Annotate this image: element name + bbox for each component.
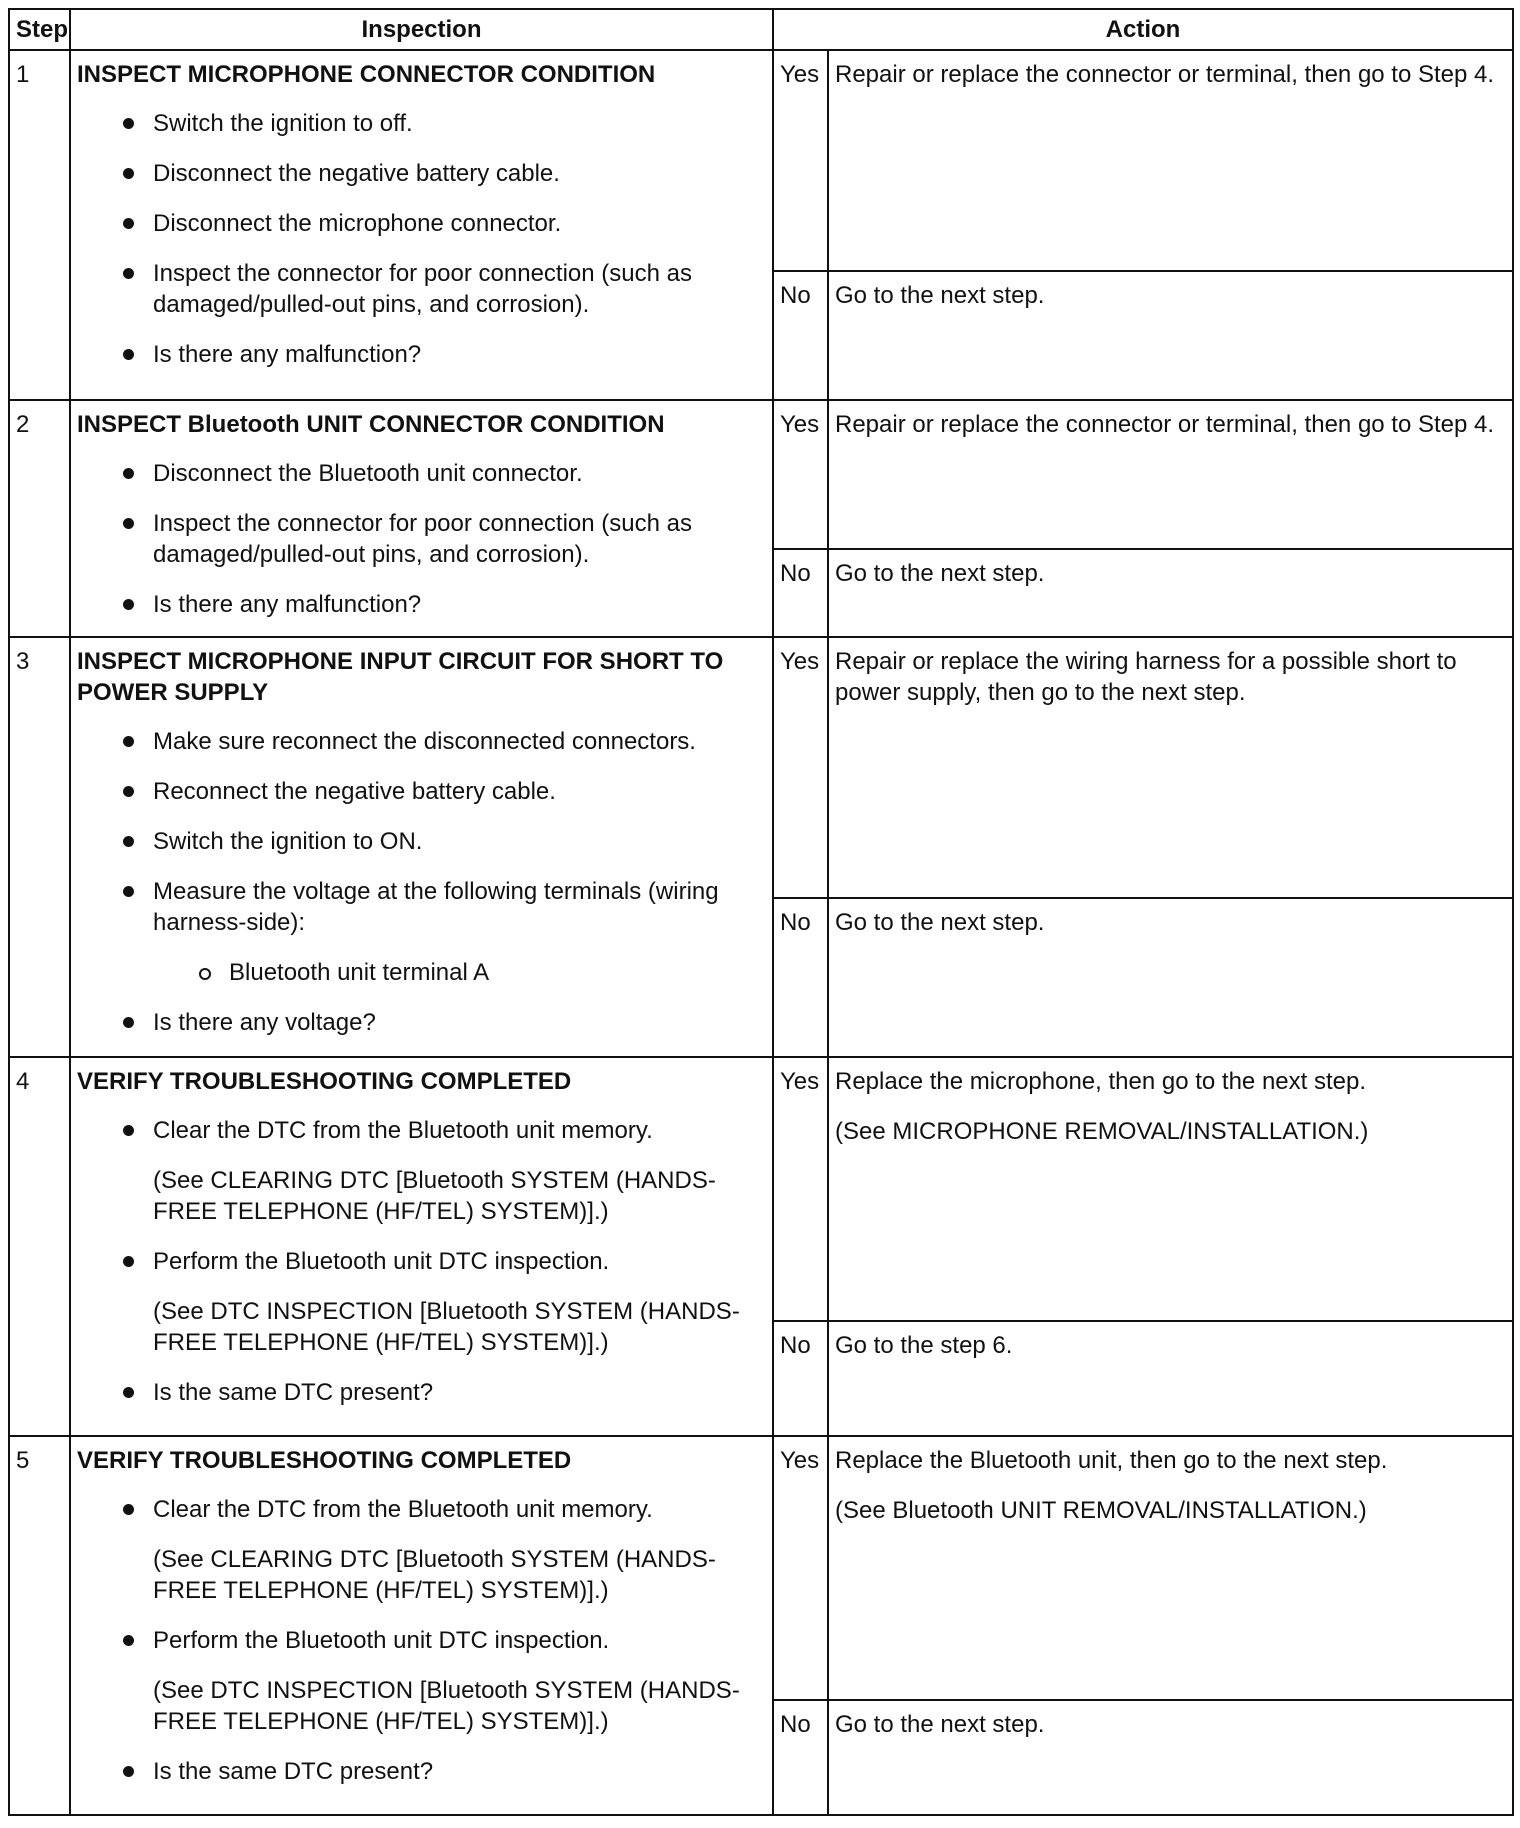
inspection-bullet: Switch the ignition to off.: [77, 108, 766, 139]
step-title: VERIFY TROUBLESHOOTING COMPLETED: [77, 1447, 572, 1474]
inspection-bullet: Reconnect the negative battery cable.: [77, 776, 766, 807]
step-number: 5: [9, 1436, 70, 1815]
step-title: VERIFY TROUBLESHOOTING COMPLETED: [77, 1068, 572, 1095]
step-5-inspection: [70, 1436, 773, 1815]
yes-action: [828, 50, 1513, 271]
action-text: Go to the next step.: [835, 282, 1045, 309]
inspection-bullet: Inspect the connector for poor connection (such as damaged/pulled-out pins, and corrosion).: [77, 258, 766, 320]
inspection-bullet: Clear the DTC from the Bluetooth unit memory.: [77, 1494, 766, 1525]
step-number: 2: [9, 400, 70, 637]
inspection-bullet: Is there any malfunction?: [77, 589, 766, 620]
reference-link-clearing-dtc: (See CLEARING DTC [Bluetooth SYSTEM (HANDS-FREE TELEPHONE (HF/TEL) SYSTEM)].): [153, 1546, 716, 1604]
no-label: No: [773, 271, 828, 400]
action-text: Go to the next step.: [835, 909, 1045, 936]
inspection-sub-item: Bluetooth unit terminal A: [77, 957, 766, 988]
no-label: No: [773, 1700, 828, 1815]
action-reference: (See Bluetooth UNIT REMOVAL/INSTALLATION.): [835, 1497, 1367, 1524]
action-text: Go to the next step.: [835, 560, 1045, 587]
header-action: Action: [773, 9, 1513, 50]
reference-link-dtc-inspection: (See DTC INSPECTION [Bluetooth SYSTEM (HANDS-FREE TELEPHONE (HF/TEL) SYSTEM)].): [153, 1677, 740, 1735]
header-inspection: Inspection: [70, 9, 773, 50]
no-label: No: [773, 1321, 828, 1436]
inspection-bullet: Disconnect the Bluetooth unit connector.: [77, 458, 766, 489]
inspection-bullet: Perform the Bluetooth unit DTC inspection.: [77, 1625, 766, 1656]
inspection-bullet: Measure the voltage at the following terminals (wiring harness-side):: [77, 876, 766, 938]
inspection-bullet: Disconnect the negative battery cable.: [77, 158, 766, 189]
inspection-bullet: Is the same DTC present?: [77, 1756, 766, 1787]
step-number: 1: [9, 50, 70, 400]
yes-label: Yes: [773, 1436, 828, 1700]
inspection-bullet: Clear the DTC from the Bluetooth unit memory.: [77, 1115, 766, 1146]
no-action: [828, 1321, 1513, 1436]
step-title: INSPECT MICROPHONE CONNECTOR CONDITION: [77, 61, 656, 88]
step-3-yes-row: [9, 637, 1513, 898]
yes-label: Yes: [773, 1057, 828, 1321]
yes-action: [828, 1436, 1513, 1700]
inspection-bullet: Inspect the connector for poor connection (such as damaged/pulled-out pins, and corrosion).: [77, 508, 766, 570]
yes-action: [828, 400, 1513, 549]
yes-label: Yes: [773, 50, 828, 271]
no-action: [828, 1700, 1513, 1815]
step-3-inspection: [70, 637, 773, 1057]
step-5-yes-row: [9, 1436, 1513, 1700]
header-step: Step: [9, 9, 70, 50]
inspection-bullet: Perform the Bluetooth unit DTC inspection.: [77, 1246, 766, 1277]
inspection-bullet: Disconnect the microphone connector.: [77, 208, 766, 239]
action-text: Go to the next step.: [835, 1711, 1045, 1738]
inspection-bullet: Is there any voltage?: [77, 1007, 766, 1038]
no-action: [828, 271, 1513, 400]
no-action: [828, 898, 1513, 1057]
step-title: INSPECT Bluetooth UNIT CONNECTOR CONDITION: [77, 411, 665, 438]
step-2-inspection: [70, 400, 773, 637]
troubleshooting-table: [8, 8, 1514, 1816]
inspection-bullet: Make sure reconnect the disconnected connectors.: [77, 726, 766, 757]
step-number: 3: [9, 637, 70, 1057]
inspection-bullet: Is the same DTC present?: [77, 1377, 766, 1408]
yes-label: Yes: [773, 400, 828, 549]
action-text: Go to the step 6.: [835, 1332, 1013, 1359]
inspection-bullet: Switch the ignition to ON.: [77, 826, 766, 857]
reference-link-clearing-dtc: (See CLEARING DTC [Bluetooth SYSTEM (HANDS-FREE TELEPHONE (HF/TEL) SYSTEM)].): [153, 1167, 716, 1225]
action-text: Repair or replace the connector or terminal, then go to Step 4.: [835, 61, 1495, 88]
step-2-yes-row: [9, 400, 1513, 549]
action-text: Replace the microphone, then go to the next step.: [835, 1068, 1367, 1095]
reference-link-dtc-inspection: (See DTC INSPECTION [Bluetooth SYSTEM (HANDS-FREE TELEPHONE (HF/TEL) SYSTEM)].): [153, 1298, 740, 1356]
no-label: No: [773, 898, 828, 1057]
no-label: No: [773, 549, 828, 637]
step-4-yes-row: [9, 1057, 1513, 1321]
action-text: Repair or replace the connector or terminal, then go to Step 4.: [835, 411, 1495, 438]
step-title: INSPECT MICROPHONE INPUT CIRCUIT FOR SHORT TO POWER SUPPLY: [77, 648, 724, 706]
action-reference: (See MICROPHONE REMOVAL/INSTALLATION.): [835, 1118, 1369, 1145]
step-4-inspection: [70, 1057, 773, 1436]
inspection-bullet: Is there any malfunction?: [77, 339, 766, 370]
yes-action: [828, 637, 1513, 898]
step-1-yes-row: [9, 50, 1513, 271]
action-text: Replace the Bluetooth unit, then go to the next step.: [835, 1447, 1388, 1474]
no-action: [828, 549, 1513, 637]
header-row: [9, 9, 1513, 50]
yes-action: [828, 1057, 1513, 1321]
step-number: 4: [9, 1057, 70, 1436]
step-1-inspection: [70, 50, 773, 400]
yes-label: Yes: [773, 637, 828, 898]
action-text: Repair or replace the wiring harness for a possible short to power supply, then go to the next step.: [835, 648, 1457, 706]
